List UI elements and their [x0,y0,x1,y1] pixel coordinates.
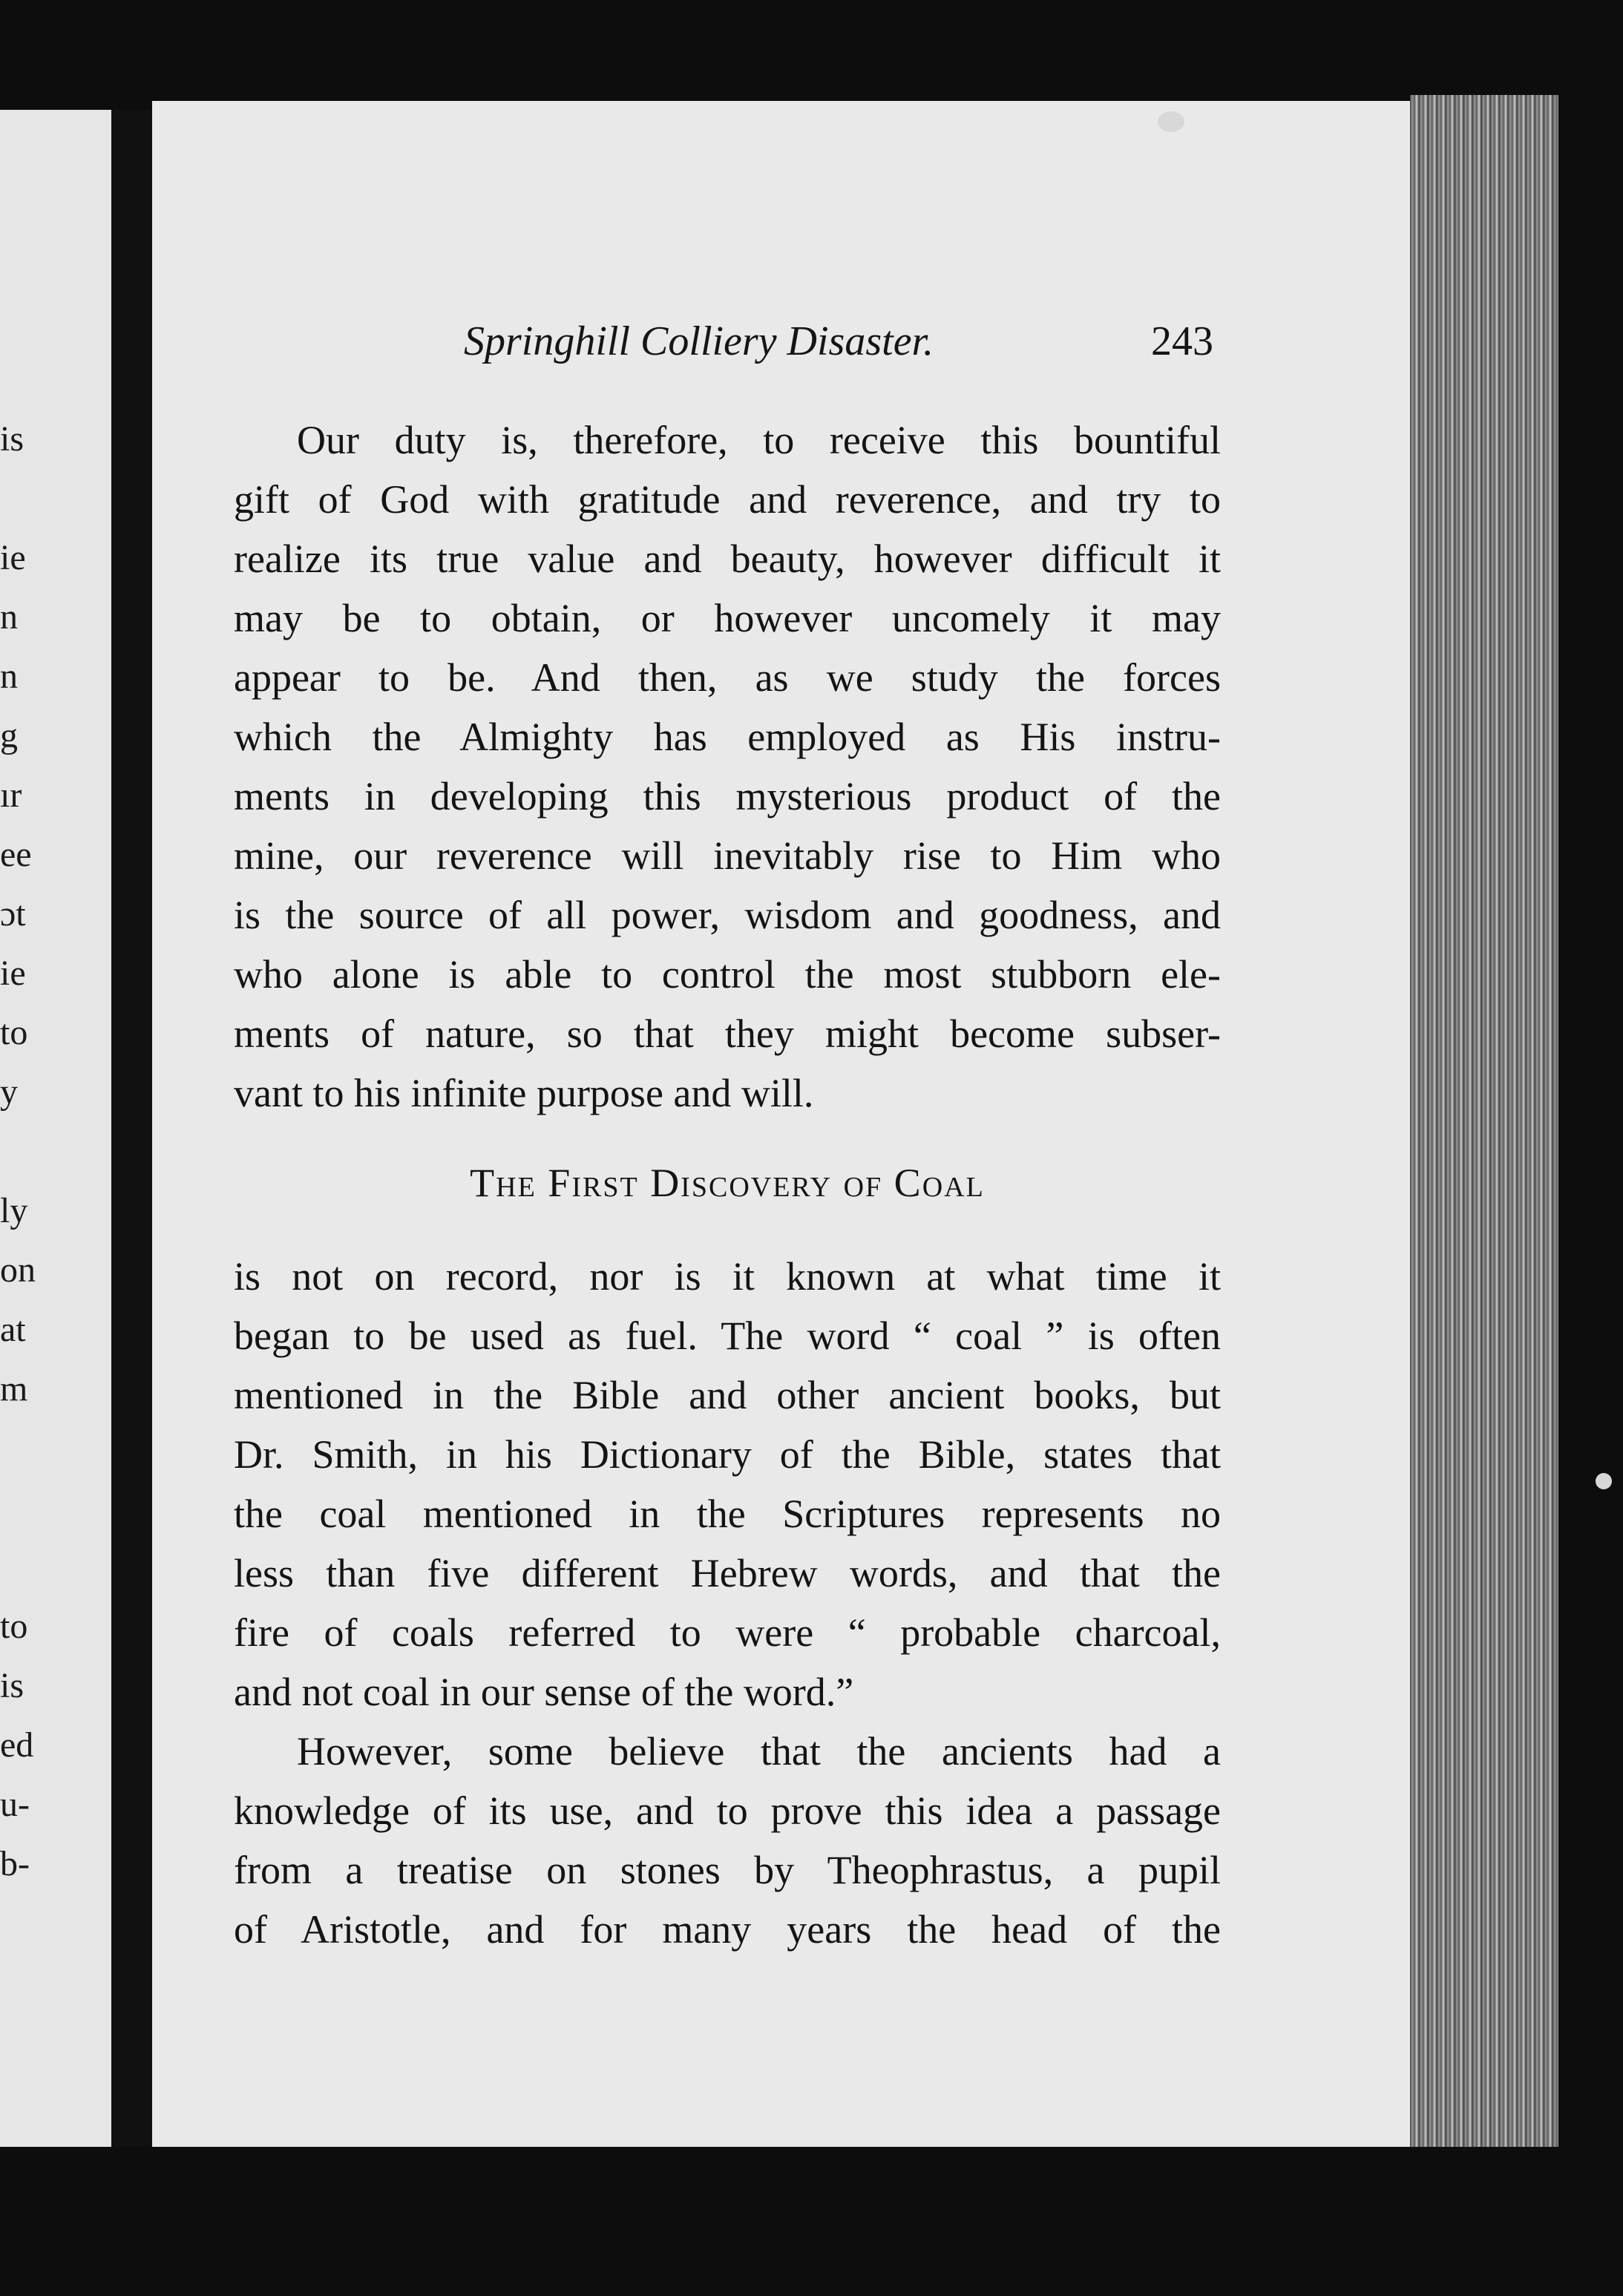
text-line: and not coal in our sense of the word.” [234,1670,854,1714]
text-line: which the Almighty has employed as His instru- [234,715,1221,759]
left-page-fragment: is [0,1666,24,1705]
left-page-fragment: ly [0,1191,28,1230]
text-line: mentioned in the Bible and other ancient books, but [234,1373,1221,1417]
left-page-fragment: g [0,716,18,755]
text-line: of Aristotle, and for many years the head of the [234,1907,1221,1952]
book-gutter [111,110,152,2147]
paragraph-3 [234,1722,1221,1959]
text-line: ments of nature, so that they might become subser- [234,1011,1221,1056]
text-line: However, some believe that the ancients had a [297,1729,1221,1774]
text-line: Our duty is, therefore, to receive this bountiful [297,418,1221,462]
left-page-fragment: y [0,1072,18,1112]
left-page-edge [0,110,111,2147]
left-page-fragment: ɔt [0,894,26,934]
running-head [234,318,1213,377]
text-line: began to be used as fuel. The word “ coal ” is often [234,1313,1221,1358]
text-line: less than five different Hebrew words, and that the [234,1551,1221,1595]
dust-speck [1596,1473,1612,1489]
text-line: vant to his infinite purpose and will. [234,1071,814,1115]
text-line: is not on record, nor is it known at what time it [234,1254,1221,1299]
left-page-fragment: ie [0,954,26,993]
text-line: who alone is able to control the most stubborn ele- [234,952,1221,997]
left-page-fragment: to [0,1607,28,1646]
page-edges [1410,95,1558,2147]
left-page-fragment: ee [0,835,32,874]
text-line: the coal mentioned in the Scriptures represents no [234,1492,1221,1536]
running-head-title: Springhill Colliery Disaster. [464,318,934,364]
left-page-fragment: to [0,1013,28,1052]
left-page-fragment: n [0,657,18,696]
text-line: from a treatise on stones by Theophrastus, a pupil [234,1848,1221,1892]
section-heading: The First Discovery of Coal [470,1161,985,1205]
text-line: gift of God with gratitude and reverence, and try to [234,477,1221,522]
text-line: appear to be. And then, as we study the forces [234,655,1221,700]
left-page-fragment: ie [0,538,26,577]
text-line: Dr. Smith, in his Dictionary of the Bible, states that [234,1432,1221,1477]
paragraph-1 [234,410,1221,1123]
left-page-fragment: is [0,419,24,459]
page-number: 243 [1151,318,1213,364]
text-line: may be to obtain, or however uncomely it may [234,596,1221,640]
left-page-fragment: m [0,1369,28,1408]
left-page-fragment: at [0,1310,26,1349]
left-page-fragment: on [0,1250,36,1290]
text-line: ments in developing this mysterious product of the [234,774,1221,819]
text-line: is the source of all power, wisdom and goodness, and [234,893,1221,937]
text-line: realize its true value and beauty, however difficult it [234,537,1221,581]
left-page-fragment: ed [0,1725,34,1765]
left-page-fragment: ır [0,775,22,815]
text-line: fire of coals referred to were “ probable charcoal, [234,1610,1221,1655]
paragraph-2 [234,1247,1221,1722]
dust-speck [1158,111,1184,132]
left-page-fragment: u- [0,1785,30,1824]
text-line: knowledge of its use, and to prove this idea a passage [234,1788,1221,1833]
left-page-fragment: n [0,597,18,637]
left-page-fragment: b- [0,1844,30,1883]
text-line: mine, our reverence will inevitably rise to Him who [234,833,1221,878]
